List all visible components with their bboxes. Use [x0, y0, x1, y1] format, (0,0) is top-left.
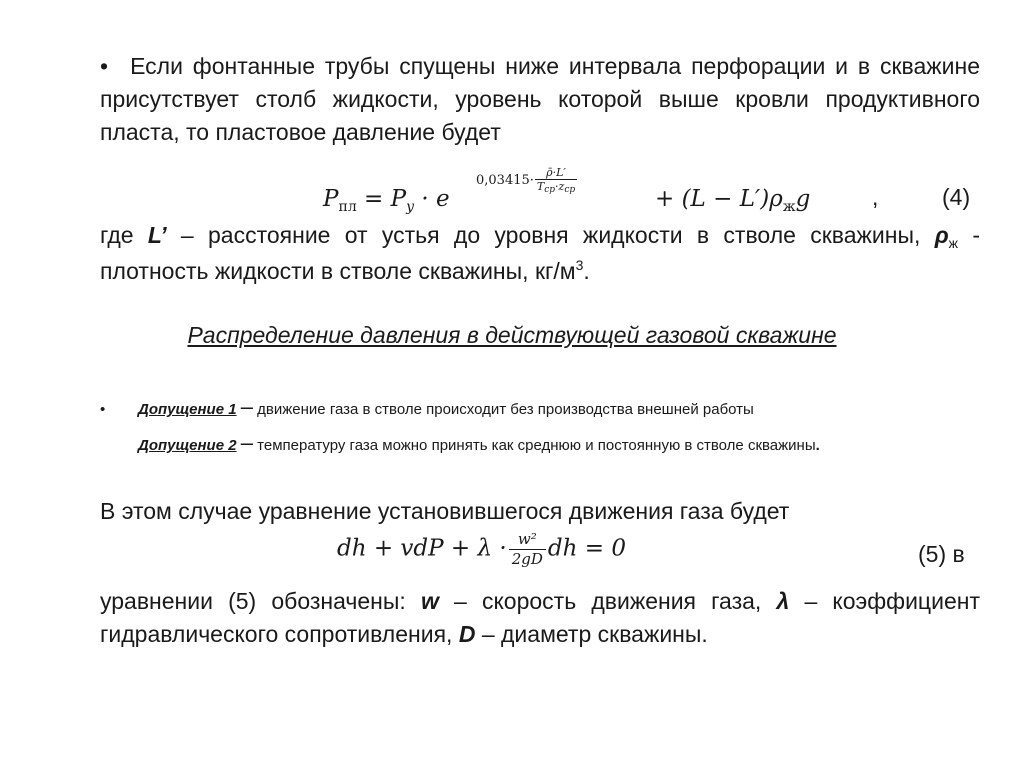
intro-text: Если фонтанные трубы спущены ниже интервала перфорации и в скважине присутствует столб жидкости, уровень которой выше кровли продуктивного пласта, то пластовое давление будет — [100, 53, 980, 145]
bullet: • — [100, 53, 109, 79]
paragraph-intro — [100, 50, 980, 149]
symbol-rho: ρ — [934, 222, 949, 248]
equation-4-comma: , — [872, 184, 879, 210]
assumption-1: • Допущение 1 – движение газа в стволе происходит без производства внешней работы — [100, 394, 754, 419]
symbol-d: D — [458, 621, 476, 647]
paragraph-gas-equation: В этом случае уравнение установившегося движения газа будет — [100, 498, 790, 524]
assumption-2-label: Допущение 2 — [138, 437, 237, 454]
symbol-l-prime: L’ — [147, 222, 167, 248]
symbol-w: w — [420, 588, 439, 614]
exponent-numerator: ρ̄·L′ — [535, 166, 577, 180]
bullet: • — [100, 401, 106, 418]
exponent-denominator: Tcp·zcp — [536, 180, 576, 195]
equation-4-number: (4) — [942, 184, 971, 210]
paragraph-where: где L’ – расстояние от устья до уровня жидкости в стволе скважины, $\rho_ж$ - плотность жидкости в стволе скважины, $кг/м^3$. — [100, 222, 980, 284]
symbol-lambda: λ — [776, 588, 790, 614]
section-heading: Распределение давления в действующей газовой скважине — [187, 322, 837, 348]
equation-5-number: (5) в — [918, 541, 965, 567]
assumption-2: Допущение 2 – температуру газа можно принять как среднюю и постоянную в стволе скважины. — [138, 430, 820, 455]
equation-4-exponent: 0,03415· $\frac{\rhō\cdot L'}{\text{Tcp·zcp}}$ — [476, 166, 576, 195]
paragraph-notation: уравнении (5) обозначены: w – скорость движения газа, λ – коэффициент гидравлического сопротивления, D – диаметр скважины. — [100, 588, 980, 647]
equation-4-lhs: $P_{пл} = P_y \cdot e$ — [323, 186, 450, 215]
equation-4-tail: + $(L - L')\rho_жg$ — [655, 186, 811, 215]
equation-5: dh + vdP + λ · $\frac{\text{w²}}{2gD}$ dh = 0 — [337, 530, 626, 568]
assumption-1-label: Допущение 1 — [138, 401, 237, 418]
equation-5-fraction: $\frac{\text{w²}}{2gD}$ — [509, 530, 546, 569]
